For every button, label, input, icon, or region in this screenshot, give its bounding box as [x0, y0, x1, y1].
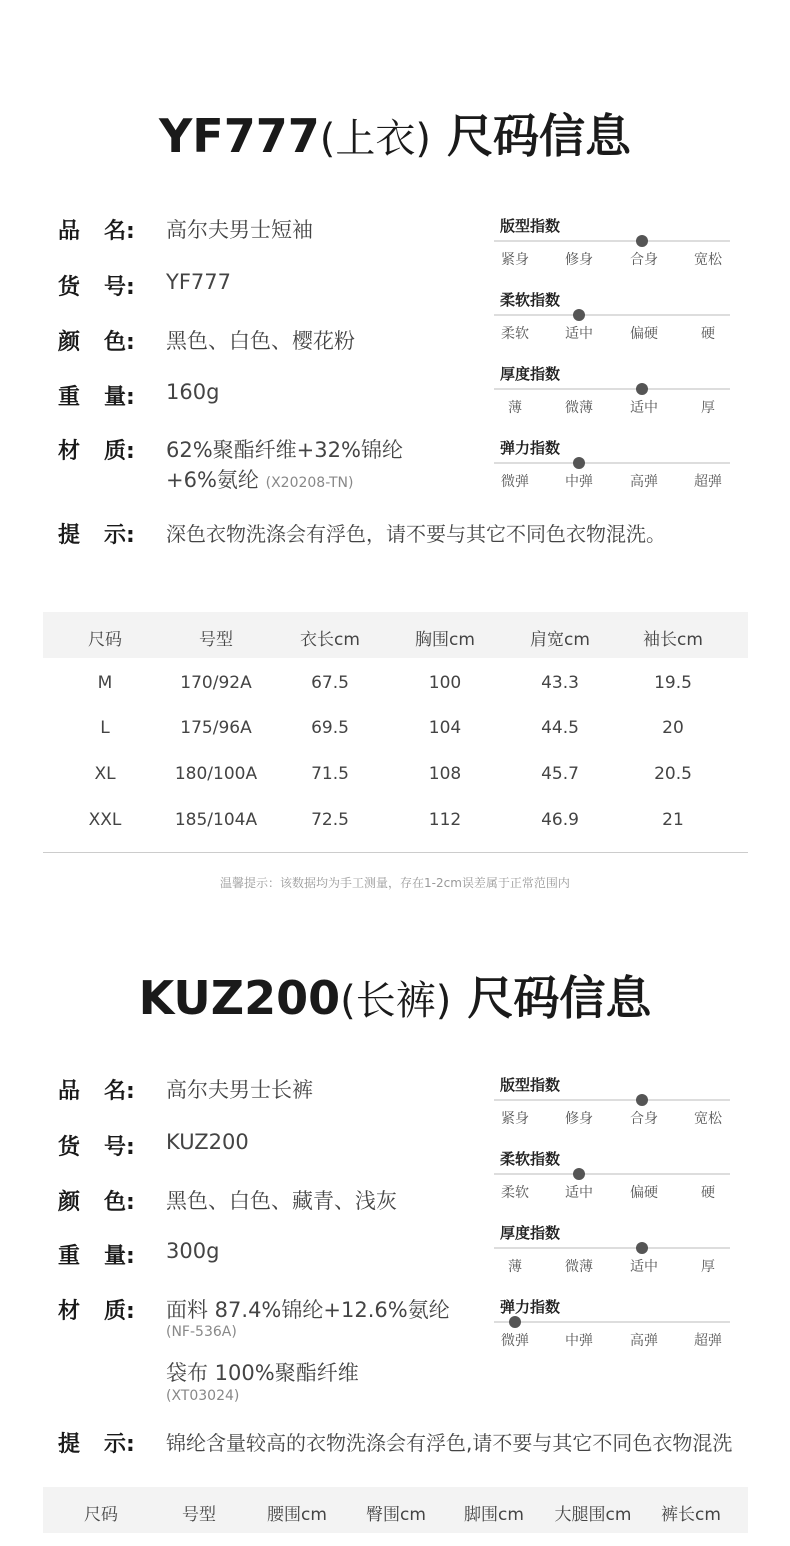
- weight-value: 300g: [166, 1239, 220, 1263]
- table-header-cell: 脚围cm: [464, 1505, 524, 1525]
- index-marker: [509, 1316, 521, 1328]
- name-label: 品 名:: [58, 219, 135, 244]
- index-track: [494, 1247, 730, 1249]
- index-level-label: 修身: [565, 252, 593, 268]
- index-level-label: 宽松: [694, 1111, 722, 1127]
- table-header-cell: 肩宽cm: [530, 630, 590, 650]
- index-level-label: 硬: [701, 326, 715, 342]
- index-level-label: 偏硬: [630, 1185, 658, 1201]
- index-marker: [573, 457, 585, 469]
- color-label: 颜 色:: [58, 330, 135, 355]
- table-cell: 44.5: [541, 718, 579, 738]
- index-level-label: 适中: [565, 1185, 593, 1201]
- index-title: 弹力指数: [500, 1298, 561, 1316]
- index-level-label: 高弹: [630, 1333, 658, 1349]
- index-track: [494, 462, 730, 464]
- table-cell: 71.5: [311, 764, 349, 784]
- material-line-1: 面料 87.4%锦纶+12.6%氨纶: [166, 1298, 450, 1322]
- table-cell: 20.5: [654, 764, 692, 784]
- index-level-label: 适中: [630, 400, 658, 416]
- color-label: 颜 色:: [58, 1190, 135, 1215]
- index-level-label: 微弹: [501, 474, 529, 490]
- table-header-cell: 裤长cm: [661, 1505, 721, 1525]
- index-level-label: 高弹: [630, 474, 658, 490]
- index-level-label: 宽松: [694, 252, 722, 268]
- index-track: [494, 314, 730, 316]
- table-cell: 20: [662, 718, 684, 738]
- index-marker: [573, 309, 585, 321]
- table-cell: 112: [428, 810, 462, 830]
- table-cell: 175/96A: [180, 718, 252, 738]
- index-level-label: 柔软: [501, 1185, 529, 1201]
- tip-label: 提 示:: [58, 523, 135, 548]
- table-cell: 170/92A: [180, 673, 252, 693]
- table-cell: 100: [428, 673, 462, 693]
- table-header-cell: 号型: [182, 1505, 216, 1525]
- index-marker: [636, 1242, 648, 1254]
- index-track: [494, 1173, 730, 1175]
- title-suffix: 尺码信息: [447, 109, 631, 163]
- index-track: [494, 388, 730, 390]
- index-title: 厚度指数: [500, 1224, 561, 1242]
- table-header-cell: 大腿围cm: [554, 1505, 632, 1525]
- index-marker: [636, 383, 648, 395]
- table-cell: XL: [94, 764, 116, 784]
- title-paren: (上衣): [319, 116, 431, 162]
- tip-value: 锦纶含量较高的衣物洗涤会有浮色,请不要与其它不同色衣物混洗: [166, 1431, 733, 1455]
- index-level-label: 修身: [565, 1111, 593, 1127]
- index-title: 柔软指数: [500, 291, 561, 309]
- table-cell: 69.5: [311, 718, 349, 738]
- index-level-label: 中弹: [565, 474, 593, 490]
- table-header-cell: 臀围cm: [366, 1505, 426, 1525]
- index-level-label: 柔软: [501, 326, 529, 342]
- table-cell: 104: [428, 718, 462, 738]
- index-marker: [573, 1168, 585, 1180]
- table-header-cell: 尺码: [88, 630, 122, 650]
- index-level-label: 合身: [630, 252, 658, 268]
- material-line-1: 62%聚酯纤维+32%锦纶: [166, 438, 403, 462]
- material-label: 材 质:: [58, 1299, 135, 1324]
- index-marker: [636, 1094, 648, 1106]
- index-level-label: 紧身: [501, 252, 529, 268]
- tip-label: 提 示:: [58, 1432, 135, 1457]
- table-cell: 185/104A: [174, 810, 258, 830]
- title-paren: (长裤): [340, 978, 452, 1024]
- sku-value: YF777: [166, 270, 231, 294]
- index-level-label: 中弹: [565, 1333, 593, 1349]
- material-code-2: (XT03024): [166, 1388, 240, 1404]
- index-level-label: 适中: [630, 1259, 658, 1275]
- table-cell: L: [100, 718, 110, 738]
- material-line-2: 袋布 100%聚酯纤维: [166, 1361, 359, 1385]
- table-header-cell: 尺码: [84, 1505, 118, 1525]
- index-level-label: 硬: [701, 1185, 715, 1201]
- tip-value: 深色衣物洗涤会有浮色，请不要与其它不同色衣物混洗。: [166, 522, 666, 546]
- table-cell: 108: [428, 764, 462, 784]
- table-header-cell: 胸围cm: [415, 630, 475, 650]
- table-cell: 46.9: [541, 810, 579, 830]
- index-level-label: 超弹: [694, 474, 722, 490]
- name-value: 高尔夫男士长裤: [166, 1078, 313, 1102]
- color-value: 黑色、白色、藏青、浅灰: [166, 1189, 397, 1213]
- table-cell: 72.5: [311, 810, 349, 830]
- page-title-top: [0, 100, 790, 166]
- table-cell: 180/100A: [174, 764, 258, 784]
- table-header-cell: 号型: [199, 630, 233, 650]
- table-header-cell: 腰围cm: [267, 1505, 327, 1525]
- name-value: 高尔夫男士短袖: [166, 218, 313, 242]
- index-level-label: 微薄: [565, 400, 593, 416]
- index-level-label: 适中: [565, 326, 593, 342]
- name-label: 品 名:: [58, 1079, 135, 1104]
- table-header-cell: 衣长cm: [300, 630, 360, 650]
- index-level-label: 厚: [701, 1259, 715, 1275]
- color-value: 黑色、白色、樱花粉: [166, 329, 355, 353]
- index-track: [494, 1321, 730, 1323]
- table-bottom-divider: [43, 852, 748, 853]
- index-marker: [636, 235, 648, 247]
- index-title: 版型指数: [500, 1076, 561, 1094]
- table-cell: 43.3: [541, 673, 579, 693]
- title-code: YF777: [159, 109, 320, 163]
- index-level-label: 超弹: [694, 1333, 722, 1349]
- index-title: 厚度指数: [500, 365, 561, 383]
- sku-value: KUZ200: [166, 1130, 249, 1154]
- weight-value: 160g: [166, 380, 220, 404]
- index-title: 柔软指数: [500, 1150, 561, 1168]
- title-suffix: 尺码信息: [467, 971, 652, 1025]
- table-cell: 19.5: [654, 673, 692, 693]
- index-level-label: 薄: [508, 400, 522, 416]
- table-cell: 67.5: [311, 673, 349, 693]
- index-title: 弹力指数: [500, 439, 561, 457]
- sku-label: 货 号:: [58, 1135, 135, 1160]
- table-cell: 45.7: [541, 764, 579, 784]
- weight-label: 重 量:: [58, 385, 135, 410]
- measure-note: 温馨提示：该数据均为手工测量，存在1-2cm误差属于正常范围内: [220, 876, 570, 890]
- index-title: 版型指数: [500, 217, 561, 235]
- index-track: [494, 240, 730, 242]
- weight-label: 重 量:: [58, 1244, 135, 1269]
- table-cell: XXL: [88, 810, 122, 830]
- index-level-label: 合身: [630, 1111, 658, 1127]
- material-line-2: +6%氨纶 (X20208-TN): [166, 468, 354, 492]
- material-label: 材 质:: [58, 439, 135, 464]
- index-track: [494, 1099, 730, 1101]
- material-code: (X20208-TN): [265, 475, 354, 491]
- index-level-label: 厚: [701, 400, 715, 416]
- page-title-bottom: [0, 962, 790, 1028]
- table-cell: 21: [662, 810, 684, 830]
- table-cell: M: [97, 673, 113, 693]
- material-code-1: (NF-536A): [166, 1324, 237, 1340]
- index-level-label: 微弹: [501, 1333, 529, 1349]
- title-code: KUZ200: [138, 971, 341, 1025]
- table-header-cell: 袖长cm: [643, 630, 703, 650]
- index-level-label: 微薄: [565, 1259, 593, 1275]
- index-level-label: 薄: [508, 1259, 522, 1275]
- index-level-label: 偏硬: [630, 326, 658, 342]
- index-level-label: 紧身: [501, 1111, 529, 1127]
- sku-label: 货 号:: [58, 275, 135, 300]
